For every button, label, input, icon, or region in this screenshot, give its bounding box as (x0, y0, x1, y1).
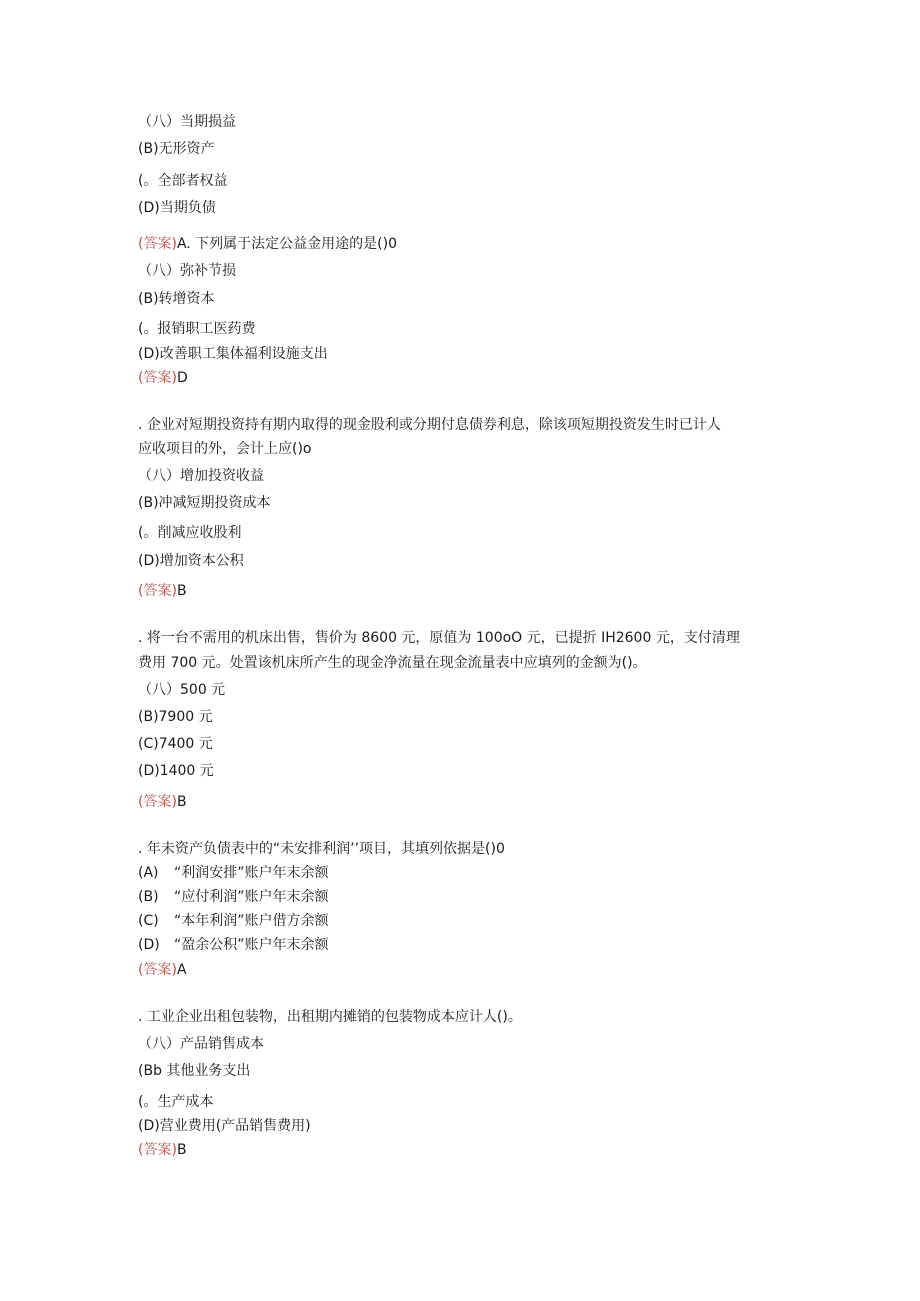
question-line: 应收项目的外，会计上应()o (138, 441, 312, 457)
option-line: (B)转增资本 (138, 291, 215, 307)
answer-line: (答案)A (138, 962, 187, 978)
option-line: （八）产品销售成本 (138, 1036, 264, 1052)
option-line: (D)当期负债 (138, 200, 216, 216)
option-line: (。生产成本 (138, 1094, 214, 1110)
answer-line: (答案)B (138, 794, 187, 810)
option-line: (D) “盈余公积”账户年末余额 (138, 937, 329, 953)
question-line: . 将一台不需用的机床出售，售价为 8600 元，原值为 100oO 元，已提折 IH2600 元，支付清理 (138, 630, 740, 646)
option-line: (。报销职工医药费 (138, 321, 256, 337)
option-line: （八）500 元 (138, 682, 226, 698)
option-line: (D)营业费用(产品销售费用) (138, 1118, 311, 1134)
option-line: (B)7900 元 (138, 709, 213, 725)
option-line: （八）增加投资收益 (138, 468, 264, 484)
answer-line: (答案)D (138, 370, 188, 386)
question-line: 费用 700 元。处置该机床所产生的现金净流量在现金流量表中应填列的金额为()。 (138, 655, 647, 671)
answer-question-line: (答案)A. 下列属于法定公益金用途的是()0 (138, 236, 398, 252)
question-line: . 工业企业出租包装物，出租期内摊销的包装物成本应计人()。 (138, 1009, 522, 1025)
option-line: (A) “利润安排”账户年末余额 (138, 865, 329, 881)
option-line: (C)7400 元 (138, 736, 213, 752)
option-line: (。全部者权益 (138, 173, 228, 189)
option-line: (。削减应收股利 (138, 525, 242, 541)
option-line: (D)1400 元 (138, 763, 214, 779)
option-line: (C) “本年利润”账户借方余额 (138, 913, 329, 929)
answer-line: (答案)B (138, 583, 187, 599)
option-line: (B)冲减短期投资成本 (138, 495, 271, 511)
option-line: （八）弥补节损 (138, 263, 236, 279)
option-line: (B)无形资产 (138, 141, 215, 157)
option-line: (D)增加资本公积 (138, 553, 244, 569)
question-line: . 年未资产负债表中的“未安排利润’’项目，其填列依据是()0 (138, 841, 505, 857)
question-line: . 企业对短期投资持有期内取得的现金股利或分期付息债券利息，除该项短期投资发生时已计人 (138, 417, 721, 433)
option-line: (Bb 其他业务支出 (138, 1063, 251, 1079)
option-line: (D)改善职工集体福利设施支出 (138, 346, 328, 362)
option-line: (B) “应付利润”账户年末余额 (138, 889, 329, 905)
answer-line: (答案)B (138, 1142, 187, 1158)
option-line: （八）当期损益 (138, 114, 236, 130)
